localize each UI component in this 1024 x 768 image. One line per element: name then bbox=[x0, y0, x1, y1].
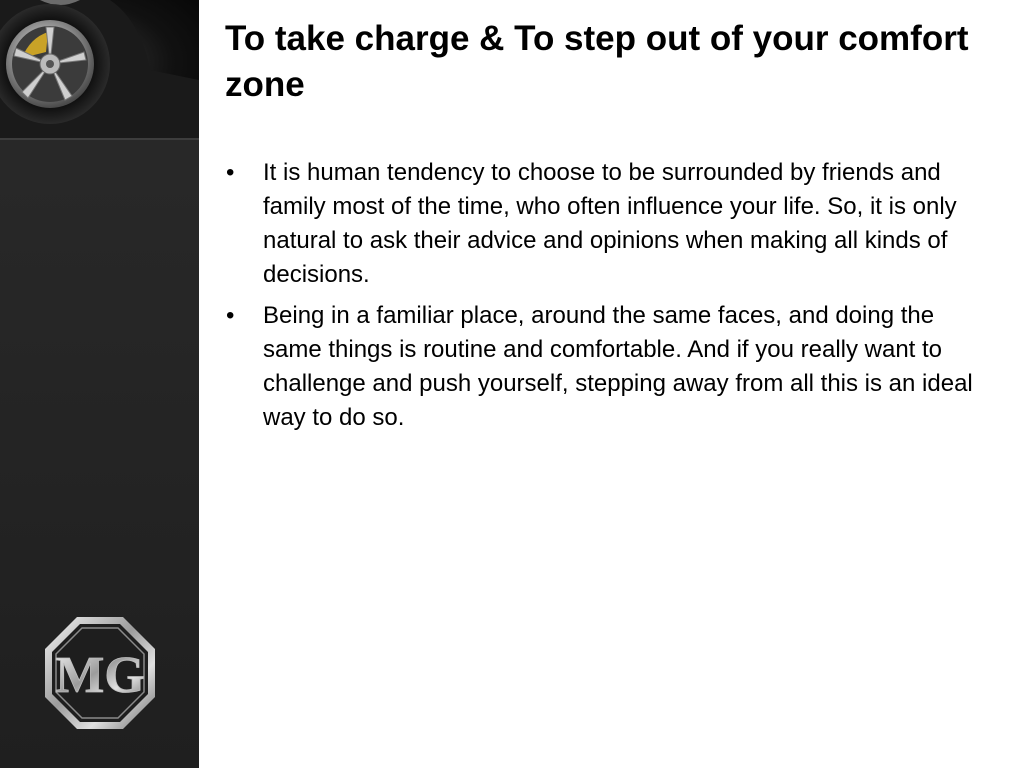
car-wheel-icon bbox=[0, 0, 199, 138]
mg-logo-icon bbox=[42, 614, 158, 732]
sidebar bbox=[0, 0, 199, 768]
bullet-list bbox=[226, 156, 986, 442]
slide-title: To take charge & To step out of your comfort zone bbox=[225, 19, 969, 104]
list-item bbox=[226, 156, 986, 292]
svg-text:MG: MG bbox=[55, 647, 145, 704]
bullet-text: Being in a familiar place, around the same faces, and doing the same things is routine and comfortable. And if you really want to challenge and push yourself, stepping away from all this is an ideal way to do so. bbox=[263, 302, 973, 431]
bullet-marker: • bbox=[226, 302, 235, 329]
car-wheel-photo bbox=[0, 0, 199, 138]
mg-logo bbox=[42, 614, 158, 732]
bullet-text: It is human tendency to choose to be surrounded by friends and family most of the time, who often influence your life. So, it is only natural to ask their advice and opinions when making all kinds of decisions. bbox=[263, 159, 957, 288]
bullet-marker: • bbox=[226, 159, 235, 186]
sidebar-divider bbox=[0, 138, 199, 140]
list-item bbox=[226, 299, 986, 435]
